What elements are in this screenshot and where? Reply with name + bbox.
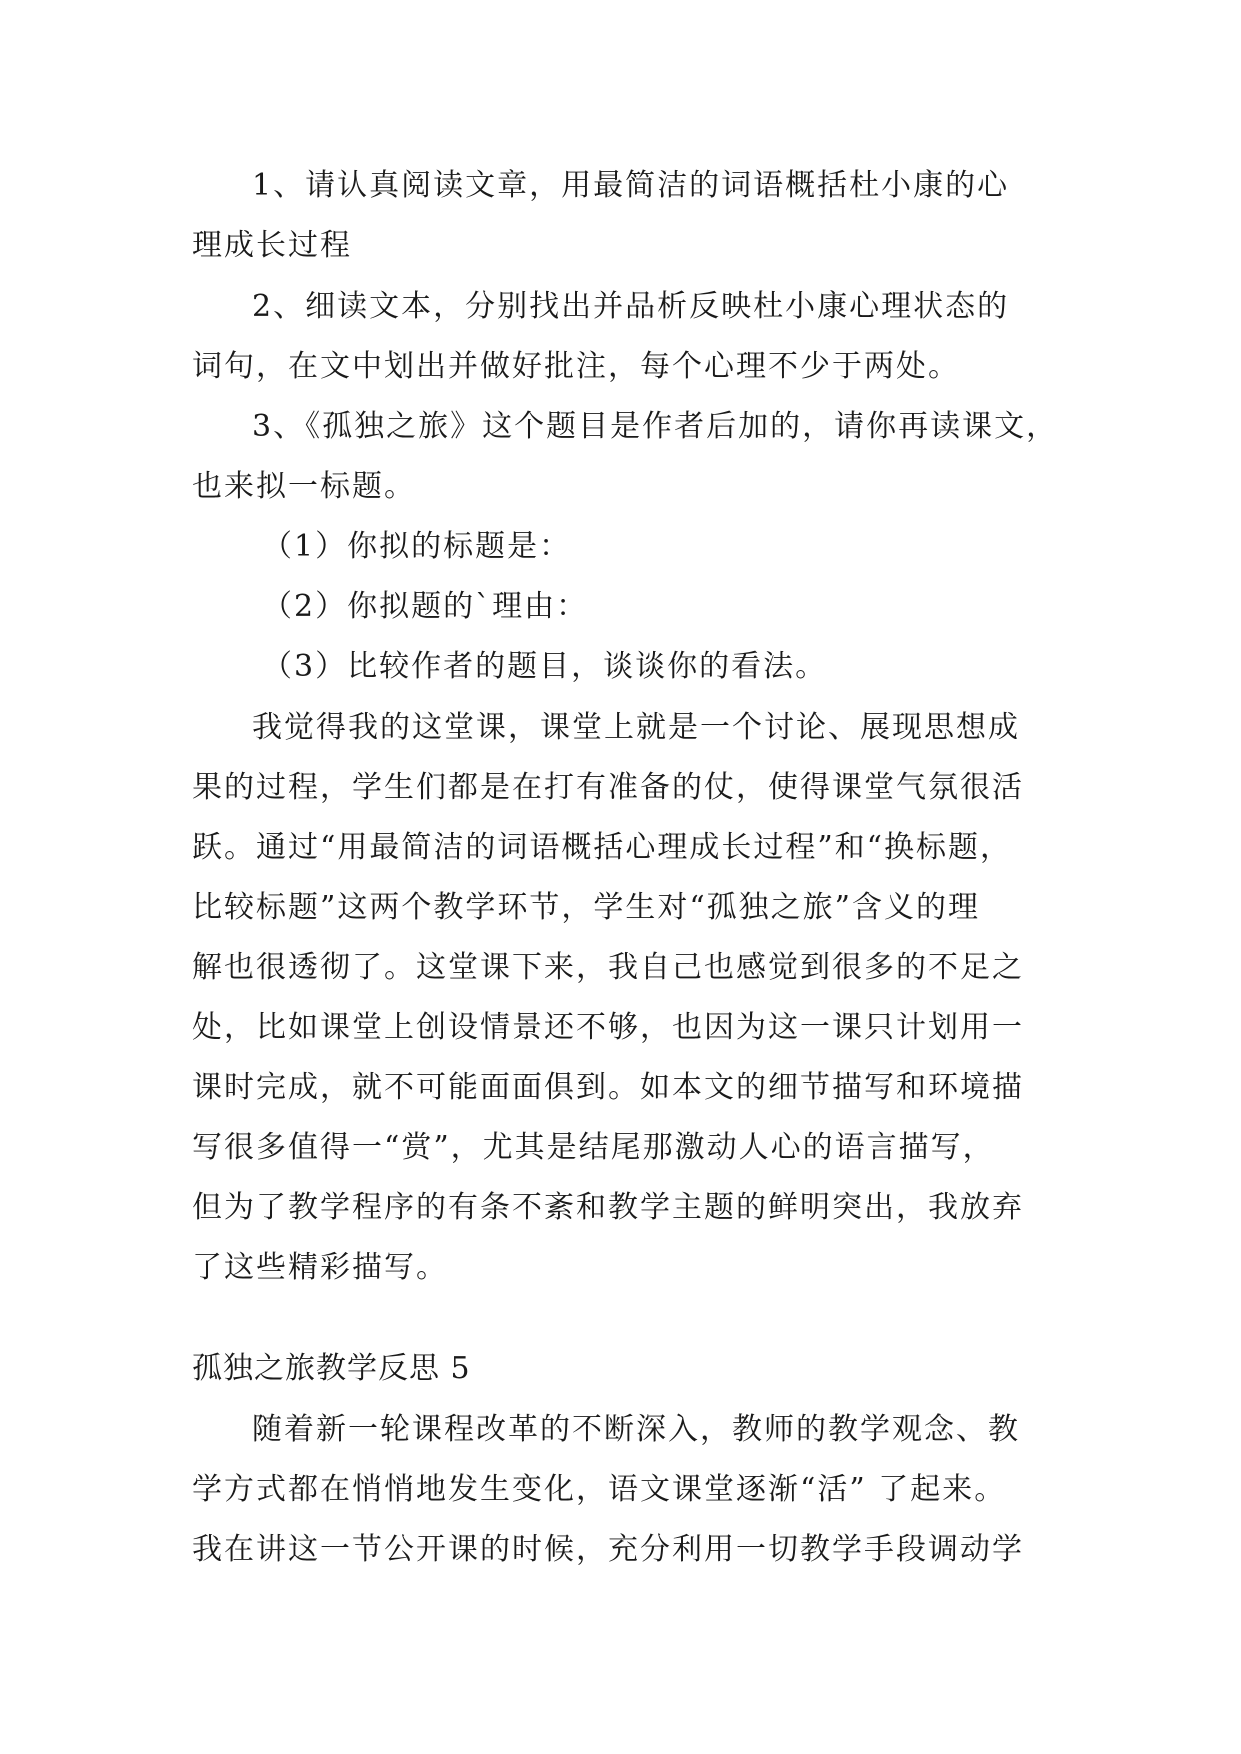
section-heading: 孤独之旅教学反思 5 xyxy=(192,1351,471,1386)
sub-question-2: （2）你拟题的`理由： xyxy=(262,589,589,624)
reflection-line-6: 处，比如课堂上创设情景还不够，也因为这一课只计划用一 xyxy=(192,1010,1024,1045)
sub-question-3: （3）比较作者的题目，谈谈你的看法。 xyxy=(262,649,828,684)
sub-question-1: （1）你拟的标题是： xyxy=(262,529,572,564)
reflection-line-5: 解也很透彻了。这堂课下来，我自己也感觉到很多的不足之 xyxy=(192,950,1024,985)
question-1-line-1: 1、请认真阅读文章，用最简洁的词语概括杜小康的心 xyxy=(252,168,1010,203)
reflection-line-1: 我觉得我的这堂课，课堂上就是一个讨论、展现思想成 xyxy=(252,710,1020,745)
reflection-line-3: 跃。通过“用最简洁的词语概括心理成长过程”和“换标题， xyxy=(192,830,1013,865)
reflection-line-2: 果的过程，学生们都是在打有准备的仗，使得课堂气氛很活 xyxy=(192,770,1024,805)
reflection-line-10: 了这些精彩描写。 xyxy=(192,1250,448,1285)
question-1-line-2: 理成长过程 xyxy=(192,228,352,263)
question-2-line-1: 2、细读文本，分别找出并品析反映杜小康心理状态的 xyxy=(252,289,1010,324)
question-2-line-2: 词句，在文中划出并做好批注，每个心理不少于两处。 xyxy=(192,349,960,384)
section-5-line-1: 随着新一轮课程改革的不断深入，教师的教学观念、教 xyxy=(252,1412,1020,1447)
question-3-line-1: 3、《孤独之旅》这个题目是作者后加的，请你再读课文， xyxy=(252,409,1059,444)
question-3-line-2: 也来拟一标题。 xyxy=(192,469,416,504)
section-5-line-3: 我在讲这一节公开课的时候，充分利用一切教学手段调动学 xyxy=(192,1532,1024,1567)
reflection-line-8: 写很多值得一“赏”，尤其是结尾那激动人心的语言描写， xyxy=(192,1130,995,1165)
reflection-line-7: 课时完成，就不可能面面俱到。如本文的细节描写和环境描 xyxy=(192,1070,1024,1105)
section-5-line-2: 学方式都在悄悄地发生变化，语文课堂逐渐“活” 了起来。 xyxy=(192,1472,1007,1507)
reflection-line-9: 但为了教学程序的有条不紊和教学主题的鲜明突出，我放弃 xyxy=(192,1190,1024,1225)
reflection-line-4: 比较标题”这两个教学环节，学生对“孤独之旅”含义的理 xyxy=(192,890,981,925)
